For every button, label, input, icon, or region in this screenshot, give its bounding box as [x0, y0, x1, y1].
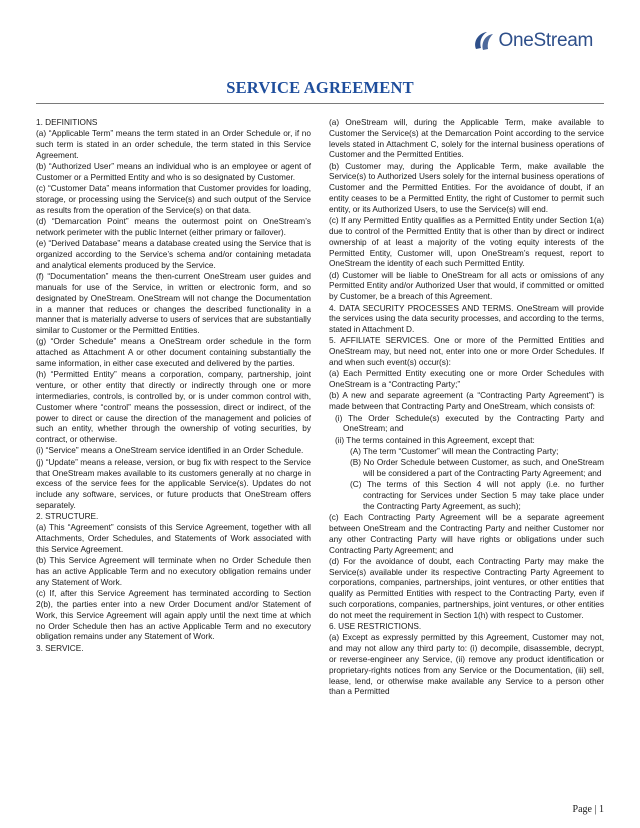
clause-paragraph: (j) “Update” means a release, version, or bug fix with respect to the Service that OneStream makes available to its customers generally at no charge in excess of the service fees for the applicable Service(s). Updates do not include any software, services, or future products that OneStream offers separately.	[36, 457, 311, 510]
sub-clause-roman: (ii) The terms contained in this Agreement, except that:	[335, 435, 535, 445]
company-logo	[472, 30, 593, 52]
clause-paragraph: 3. SERVICE.	[36, 643, 84, 653]
clause-paragraph: (a) OneStream will, during the Applicable Term, make available to Customer the Service(s) at the Demarcation Point according to the service levels stated in Attachment C, solely for the internal business operations of Customer and the Permitted Entities.	[329, 118, 604, 160]
title-divider	[36, 103, 604, 104]
clause-paragraph: (e) “Derived Database” means a database created using the Service that is organized according to the Service’s schema and/or containing metadata and analytical elements produced by the Service.	[36, 239, 311, 270]
sub-clause-letter: (C) The terms of this Section 4 will not apply (i.e. no further contracting for Services under Section 5 may take place under the Contracting Party Agreement, as such);	[350, 480, 604, 511]
page-number: Page | 1	[572, 804, 604, 815]
sub-clause-roman: (i) The Order Schedule(s) executed by the Contracting Party and OneStream; and	[335, 413, 604, 434]
clause-paragraph: (a) “Applicable Term” means the term stated in an Order Schedule or, if no such term is stated in an order schedule, the term stated in this Service Agreement.	[36, 129, 311, 160]
clause-paragraph: (c) “Customer Data” means information that Customer provides for loading, storage, or processing using the Service(s) and such output of the Service as results from the operation of the Service(s) on that data.	[36, 184, 311, 215]
sub-clause-letter: (B) No Order Schedule between Customer, as such, and OneStream will be considered a part of the Contracting Party Agreement; and	[350, 458, 604, 478]
clause-paragraph: (a) Except as expressly permitted by this Agreement, Customer may not, and may not allow any third party to: (i) decompile, disassemble, decrypt, or reverse-engineer any Service, (ii) remove any product identification or proprietary-rights notices from any Service or the Documentation, (iii) sell, lease, lend, or otherwise make available any Service to a person other than a Permitted	[329, 633, 604, 697]
clause-paragraph: (a) This “Agreement” consists of this Service Agreement, together with all Attachments, Order Schedules, and Statements of Work associated with this Service Agreement.	[36, 523, 311, 555]
clause-paragraph: (c) If any Permitted Entity qualifies as a Permitted Entity under Section 1(a) due to control of the Permitted Entity that is other than by direct or indirect ownership of at least a majority of the voting equity interests of the Permitted Entity, Customer will, upon OneStream’s request, report to OneStream the identity of each such Permitted Entity.	[329, 216, 604, 269]
clause-paragraph: 2. STRUCTURE.	[36, 512, 99, 522]
left-column	[36, 118, 311, 655]
clause-paragraph: (a) Each Permitted Entity executing one or more Order Schedules with OneStream is a “Contracting Party;”	[329, 369, 604, 390]
clause-paragraph: (b) A new and separate agreement (a “Contracting Party Agreement”) is made between that Contracting Party and OneStream, which consists of:	[329, 391, 604, 412]
clause-paragraph: (f) “Documentation” means the then-current OneStream user guides and manuals for use of the Service, in written or electronic form, and so designated by OneStream. OneStream will not change the Documentation in a manner that reduces or changes the described functionality in a manner that is materially adverse to users of services that are substantially similar to Customer or the Permitted Entities.	[36, 272, 311, 336]
clause-paragraph: (d) “Demarcation Point” means the outermost point on OneStream’s network perimeter with the public Internet (either primary or failover).	[36, 217, 311, 237]
sub-clause-letter: (A) The term “Customer” will mean the Contracting Party;	[350, 446, 559, 456]
clause-paragraph: 5. AFFILIATE SERVICES. One or more of the Permitted Entities and OneStream may, but need not, enter into one or more Order Schedules. If and when such event(s) occur(s):	[329, 336, 604, 368]
onestream-logo-icon	[472, 30, 496, 52]
clause-paragraph: (d) For the avoidance of doubt, each Contracting Party may make the Service(s) available under its respective Contracting Party Agreement to corporations, companies, partnerships, joint ventures, or other entities that qualify as Permitted Entities with respect to the Contracting Party, even if such corporations, companies, partnerships, joint ventures, or other entities do not meet the requirement in Section 1(h) with respect to Customer.	[329, 556, 604, 620]
clause-paragraph: 4. DATA SECURITY PROCESSES AND TERMS. OneStream will provide the services using the data security processes, and according to the terms, stated in Attachment D.	[329, 303, 604, 335]
clause-paragraph: (b) This Service Agreement will terminate when no Order Schedule then has an active Applicable Term and no executory obligation remains under any Statement of Work.	[36, 556, 311, 587]
logo-text: OneStream	[498, 30, 593, 51]
clause-paragraph: (b) “Authorized User” means an individual who is an employee or agent of Customer or a Permitted Entity and who is so designated by Customer.	[36, 162, 311, 182]
clause-paragraph: (b) Customer may, during the Applicable Term, make available the Service(s) to Authorized Users solely for the internal business operations of Customer and the Permitted Entities. For the avoidance of doubt, if an entity ceases to be a Permitted Entity, the right of Customer to permit such entity, or its Authorized Users, to use the Service(s) will end.	[329, 161, 604, 214]
clause-paragraph: (g) “Order Schedule” means a OneStream order schedule in the form attached as Attachment A or other document containing substantially the same information, in either case executed and delivered by the parties.	[36, 337, 311, 369]
clause-paragraph: (c) If, after this Service Agreement has terminated according to Section 2(b), the parties enter into a new Order Document and/or Statement of Work, this Service Agreement will again apply until the next time at which no Order Schedule then has an active Applicable Term and no executory obligation remains under any Statement of Work.	[36, 589, 311, 642]
clause-paragraph: 1. DEFINITIONS	[36, 118, 98, 127]
right-column	[329, 118, 604, 699]
page-title: SERVICE AGREEMENT	[226, 78, 414, 97]
clause-paragraph: (d) Customer will be liable to OneStream for all acts or omissions of any Permitted Entity and/or Authorized User that would, if committed or omitted by Customer, be a breach of this Agreement.	[329, 270, 604, 302]
clause-paragraph: 6. USE RESTRICTIONS.	[329, 622, 422, 632]
clause-paragraph: (h) “Permitted Entity” means a corporation, company, partnership, joint venture, or other entity that directly or indirectly through one or more intermediaries, controls, is controlled by, or is under common control with, Customer where “control” means the possession, direct or indirect, of the power to direct or cause the direction of the management and policies of such an entity, whether through the ownership of voting securities, by contract, or otherwise.	[36, 370, 311, 445]
clause-paragraph: (c) Each Contracting Party Agreement will be a separate agreement between OneStream and the Contracting Party and neither Customer nor any other Contracting Party will have rights or obligations under such Contracting Party Agreement; and	[329, 513, 604, 555]
clause-paragraph: (i) “Service” means a OneStream service identified in an Order Schedule.	[36, 446, 304, 456]
